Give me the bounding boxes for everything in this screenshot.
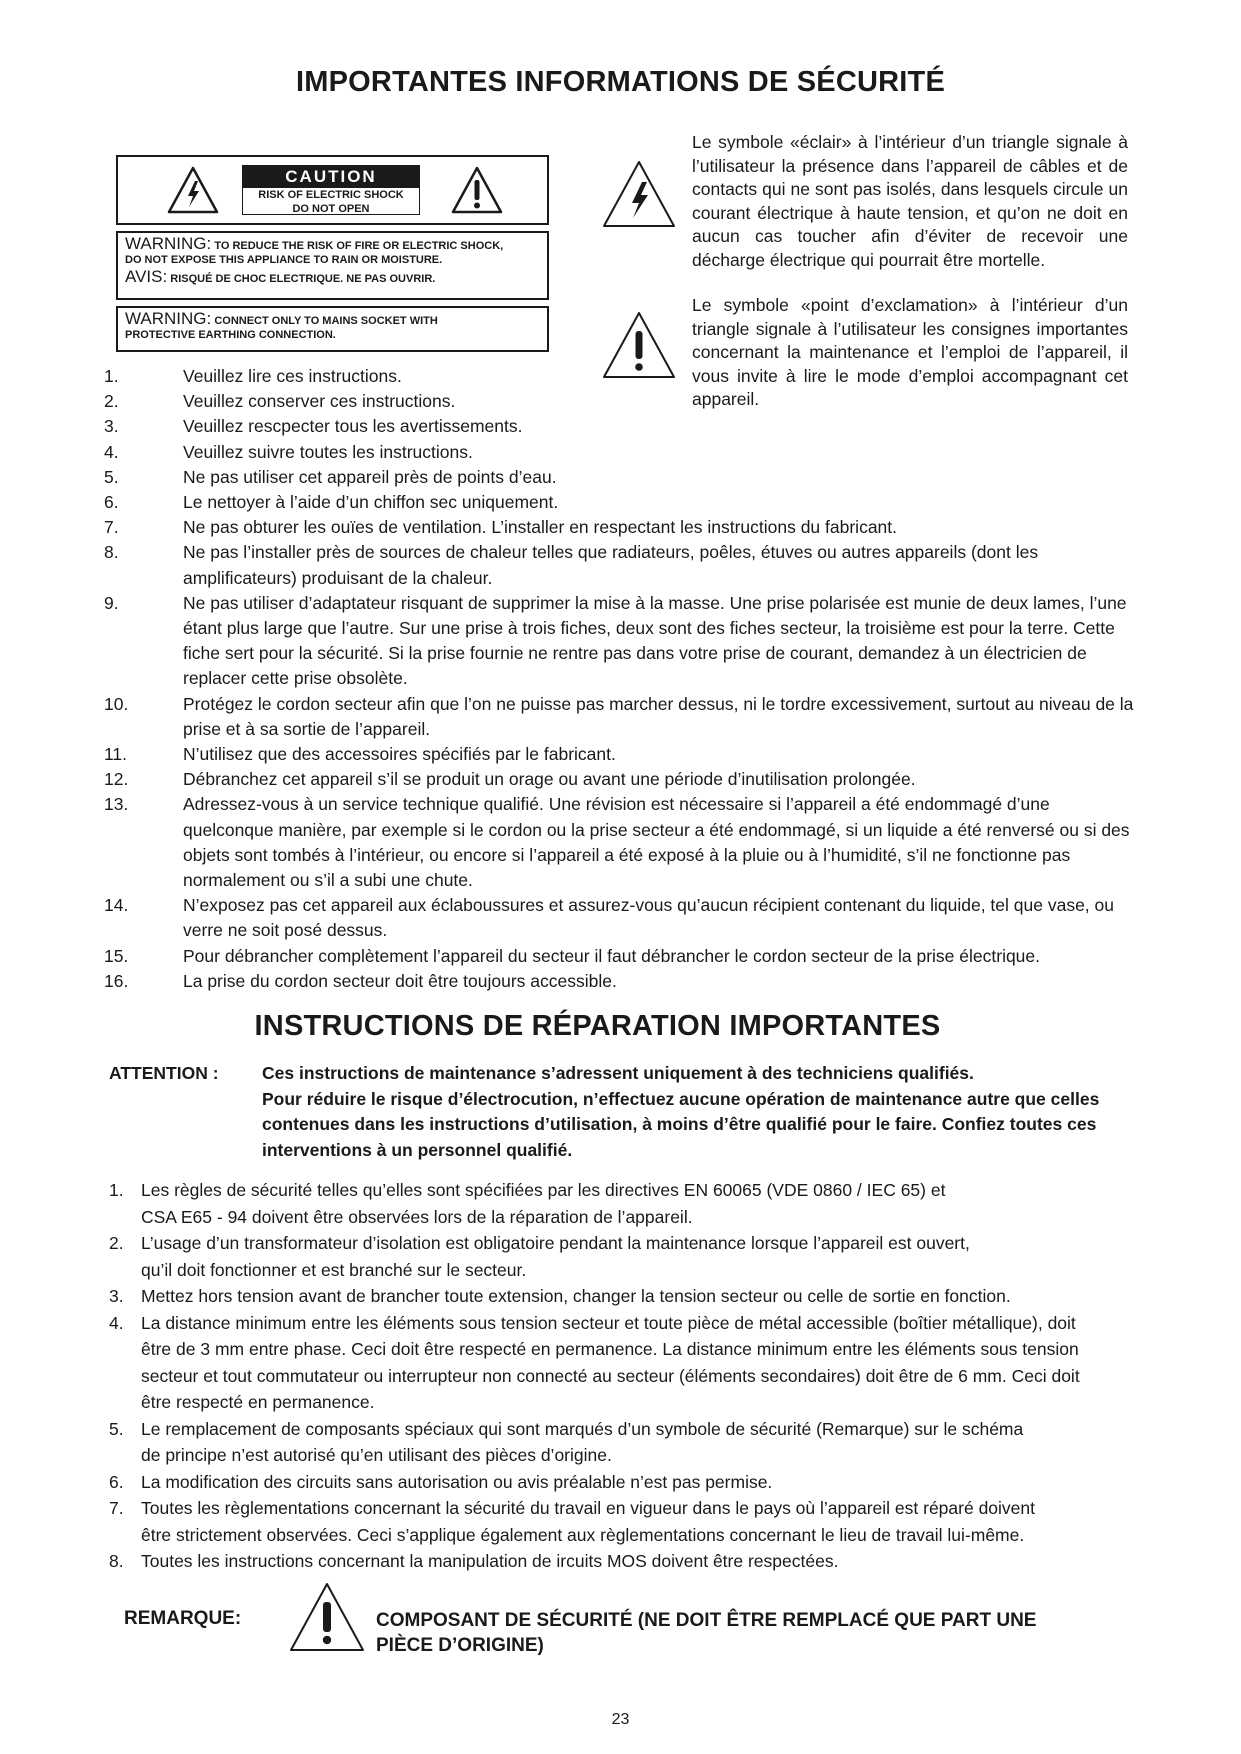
item-text: La prise du cordon secteur doit être toujours accessible. [183, 970, 617, 991]
avis-rest: RISQUÉ DE CHOC ELECTRIQUE. NE PAS OUVRIR. [170, 273, 436, 285]
warning2-line [125, 309, 540, 328]
warning-box-rain [116, 231, 549, 300]
item-line1: L’usage d’un transformateur d’isolation est obligatoire pendant la maintenance lorsque l’appareil est ouvert, [141, 1233, 970, 1253]
item-number: 5. [104, 466, 119, 487]
list-item [109, 1548, 1149, 1575]
item-number: 13. [104, 794, 129, 815]
item-line2: être strictement observées. Ceci s’applique également aux règlementations concernant le lieu de travail lui-même. [141, 1524, 1025, 1545]
warning1-line2: DO NOT EXPOSE THIS APPLIANCE TO RAIN OR MOISTURE. [125, 254, 443, 266]
attention-text [262, 1061, 1142, 1163]
item-number: 7. [104, 517, 119, 538]
list-item [104, 465, 1144, 490]
list-item [104, 490, 1144, 515]
item-number: 1. [104, 366, 119, 386]
item-number: 2. [109, 1233, 124, 1253]
item-text: Ne pas utiliser cet appareil près de points d’eau. [183, 466, 557, 487]
list-item [104, 591, 1144, 692]
caution-label [116, 155, 549, 225]
item-line1: La modification des circuits sans autorisation ou avis préalable n’est pas permise. [141, 1471, 773, 1492]
item-number: 4. [104, 441, 119, 462]
attention-label: ATTENTION : [109, 1063, 219, 1083]
warning2-lead: WARNING: [125, 309, 212, 328]
list-item [104, 767, 1144, 792]
exclamation-triangle-icon [287, 1580, 367, 1654]
item-number: 14. [104, 895, 129, 916]
item-line2: de principe n’est autorisé qu’en utilisant des pièces d’origine. [141, 1445, 612, 1465]
item-number: 10. [104, 693, 129, 714]
list-item [104, 389, 1144, 414]
list-item [104, 742, 1144, 767]
item-number: 7. [109, 1498, 124, 1518]
exclamation-symbol-text: Le symbole «point d’exclamation» à l’intérieur d’un triangle signale à l’utilisateur les consignes importantes concernant la maintenance et l’emploi de l’appareil, il vous invite à lire le mode d’emploi accompagnant cet appareil. [692, 295, 1128, 409]
lightning-warning-icon [166, 165, 220, 215]
list-item [104, 893, 1144, 943]
item-line1: Mettez hors tension avant de brancher toute extension, changer la tension secteur ou celle de sortie en fonction. [141, 1286, 1011, 1306]
avis-lead: AVIS: [125, 267, 168, 286]
item-line1: Les règles de sécurité telles qu’elles sont spécifiées par les directives EN 60065 (VDE 0860 / IEC 65) et [141, 1180, 946, 1200]
list-item [109, 1283, 1149, 1310]
item-text: N’exposez pas cet appareil aux éclaboussures et assurez-vous qu’aucun récipient contenant du liquide, tel que vase, ou verre ne soit posé dessus. [183, 895, 1114, 941]
list-item [104, 540, 1144, 590]
item-line2: qu’il doit fonctionner et est branché sur le secteur. [141, 1259, 527, 1280]
item-line1: La distance minimum entre les éléments sous tension secteur et toute pièce de métal accessible (boîtier métallique), doit être de 3 mm entre phase. Ceci doit être respecté en permanence. La distance minimum entre les éléments sous tension secteur et tout commutateur ou interrupteur non connecté au secteur (éléments secondaires) doit être de 6 mm. Ceci doit être respecté en permanence. [141, 1312, 1080, 1412]
item-number: 8. [109, 1551, 124, 1571]
warning-box-earthing [116, 306, 549, 352]
list-item [109, 1310, 1149, 1416]
list-item [104, 944, 1144, 969]
item-number: 6. [109, 1471, 124, 1492]
list-item [109, 1416, 1149, 1469]
lightning-triangle-icon [600, 158, 678, 230]
item-line1: Toutes les instructions concernant la manipulation de ircuits MOS doivent être respectées. [141, 1551, 839, 1571]
item-text: Adressez-vous à un service technique qualifié. Une révision est nécessaire si l’appareil a été endommagé d’une quelconque manière, par exemple si le cordon ou la prise secteur a été endommagé, si un liquide a été renversé ou si des objets sont tombés à l’intérieur, ou encore si l’appareil a été exposé à la pluie ou à l’humidité, s’il ne fonctionne pas normalement ou s’il a subi une chute. [183, 794, 1130, 891]
avis-line [125, 267, 540, 286]
item-number: 4. [109, 1312, 124, 1333]
caution-line1: RISK OF ELECTRIC SHOCK [258, 189, 404, 201]
list-item [104, 969, 1144, 994]
item-text: Veuillez lire ces instructions. [183, 366, 402, 386]
item-text: Protégez le cordon secteur afin que l’on ne puisse pas marcher dessus, ni le tordre excessivement, surtout au niveau de la prise et à sa sortie de l’appareil. [183, 693, 1134, 739]
item-line2: CSA E65 - 94 doivent être observées lors de la réparation de l’appareil. [141, 1206, 693, 1227]
warning2-line2: PROTECTIVE EARTHING CONNECTION. [125, 329, 336, 341]
item-text: Ne pas obturer les ouïes de ventilation. L’installer en respectant les instructions du fabricant. [183, 517, 898, 538]
list-item [104, 515, 1144, 540]
repair-title: INSTRUCTIONS DE RÉPARATION IMPORTANTES [254, 1010, 941, 1042]
caution-title: CAUTION [243, 166, 419, 188]
item-line1: Le remplacement de composants spéciaux qui sont marqués d’un symbole de sécurité (Remarque) sur le schéma [141, 1418, 1024, 1439]
item-number: 5. [109, 1418, 124, 1439]
warning1-lead: WARNING: [125, 234, 212, 253]
item-number: 15. [104, 945, 129, 966]
warning2-rest: CONNECT ONLY TO MAINS SOCKET WITH [214, 315, 438, 327]
remark-text: COMPOSANT DE SÉCURITÉ (NE DOIT ÊTRE REMPLACÉ QUE PART UNE PIÈCE D’ORIGINE) [376, 1610, 1037, 1656]
item-text: Le nettoyer à l’aide d’un chiffon sec uniquement. [183, 492, 559, 513]
page-number: 23 [611, 1711, 630, 1728]
item-text: Veuillez rescpecter tous les avertissements. [183, 416, 523, 437]
item-number: 3. [104, 416, 119, 437]
exclamation-warning-icon [450, 165, 504, 215]
item-number: 9. [104, 592, 119, 613]
list-item [109, 1230, 1149, 1283]
caution-block [242, 165, 420, 215]
item-text: Pour débrancher complètement l’appareil du secteur il faut débrancher le cordon secteur de la prise électrique. [183, 945, 1041, 966]
item-line1: Toutes les règlementations concernant la sécurité du travail en vigueur dans le pays où l’appareil est réparé doivent [141, 1498, 1035, 1518]
remark-label: REMARQUE: [124, 1608, 242, 1629]
lightning-symbol-text: Le symbole «éclair» à l’intérieur d’un triangle signale à l’utilisateur la présence dans l’appareil de câbles et de contacts qui ne sont pas isolés, dans lesquels circule un courant électrique à haute tension, et qu’on ne doit en aucun cas toucher afin d’éviter de recevoir une décharge électrique qui pourrait être mortelle. [692, 132, 1128, 270]
item-number: 16. [104, 970, 129, 991]
caution-line2: DO NOT OPEN [292, 203, 370, 215]
item-text: N’utilisez que des accessoires spécifiés par le fabricant. [183, 744, 616, 765]
item-text: Veuillez conserver ces instructions. [183, 391, 456, 412]
item-number: 1. [109, 1180, 124, 1200]
item-number: 3. [109, 1286, 124, 1306]
list-item [109, 1469, 1149, 1496]
list-item [104, 440, 1144, 465]
item-text: Débranchez cet appareil s’il se produit un orage ou avant une période d’inutilisation prolongée. [183, 769, 916, 790]
attention-line1: Ces instructions de maintenance s’adressent uniquement à des techniciens qualifiés. [262, 1063, 974, 1083]
item-number: 6. [104, 492, 119, 513]
list-item [109, 1177, 1149, 1230]
page-title: IMPORTANTES INFORMATIONS DE SÉCURITÉ [296, 66, 945, 98]
list-item [104, 414, 1144, 439]
item-text: Ne pas utiliser d’adaptateur risquant de supprimer la mise à la masse. Une prise polarisée est munie de deux lames, l’une étant plus large que l’autre. Sur une prise à trois fiches, deux sont des fiches secteur, la troisième est pour la terre. Cette fiche sert pour la sécurité. Si la prise fournie ne rentre pas dans votre prise de courant, demandez à un électricien de replacer cette prise obsolète. [183, 592, 1127, 689]
item-number: 2. [104, 391, 119, 412]
list-item [104, 364, 1144, 389]
item-number: 8. [104, 542, 119, 563]
item-number: 12. [104, 769, 129, 790]
item-number: 11. [104, 744, 128, 765]
safety-instructions-list [104, 364, 1144, 994]
warning1-rest: TO REDUCE THE RISK OF FIRE OR ELECTRIC SHOCK, [214, 240, 504, 252]
list-item [104, 692, 1144, 742]
repair-instructions-list [109, 1177, 1149, 1575]
attention-line2: Pour réduire le risque d’électrocution, n’effectuez aucune opération de maintenance autre que celles contenues dans les instructions d’utilisation, à moins d’être qualifié pour le faire. Confiez toutes ces interventions à un personnel qualifié. [262, 1088, 1100, 1160]
item-text: Veuillez suivre toutes les instructions. [183, 441, 473, 462]
warning1-line [125, 234, 540, 253]
item-text: Ne pas l’installer près de sources de chaleur telles que radiateurs, poêles, étuves ou autres appareils (dont les amplificateurs) produisant de la chaleur. [183, 542, 1039, 588]
list-item [109, 1495, 1149, 1548]
list-item [104, 792, 1144, 893]
